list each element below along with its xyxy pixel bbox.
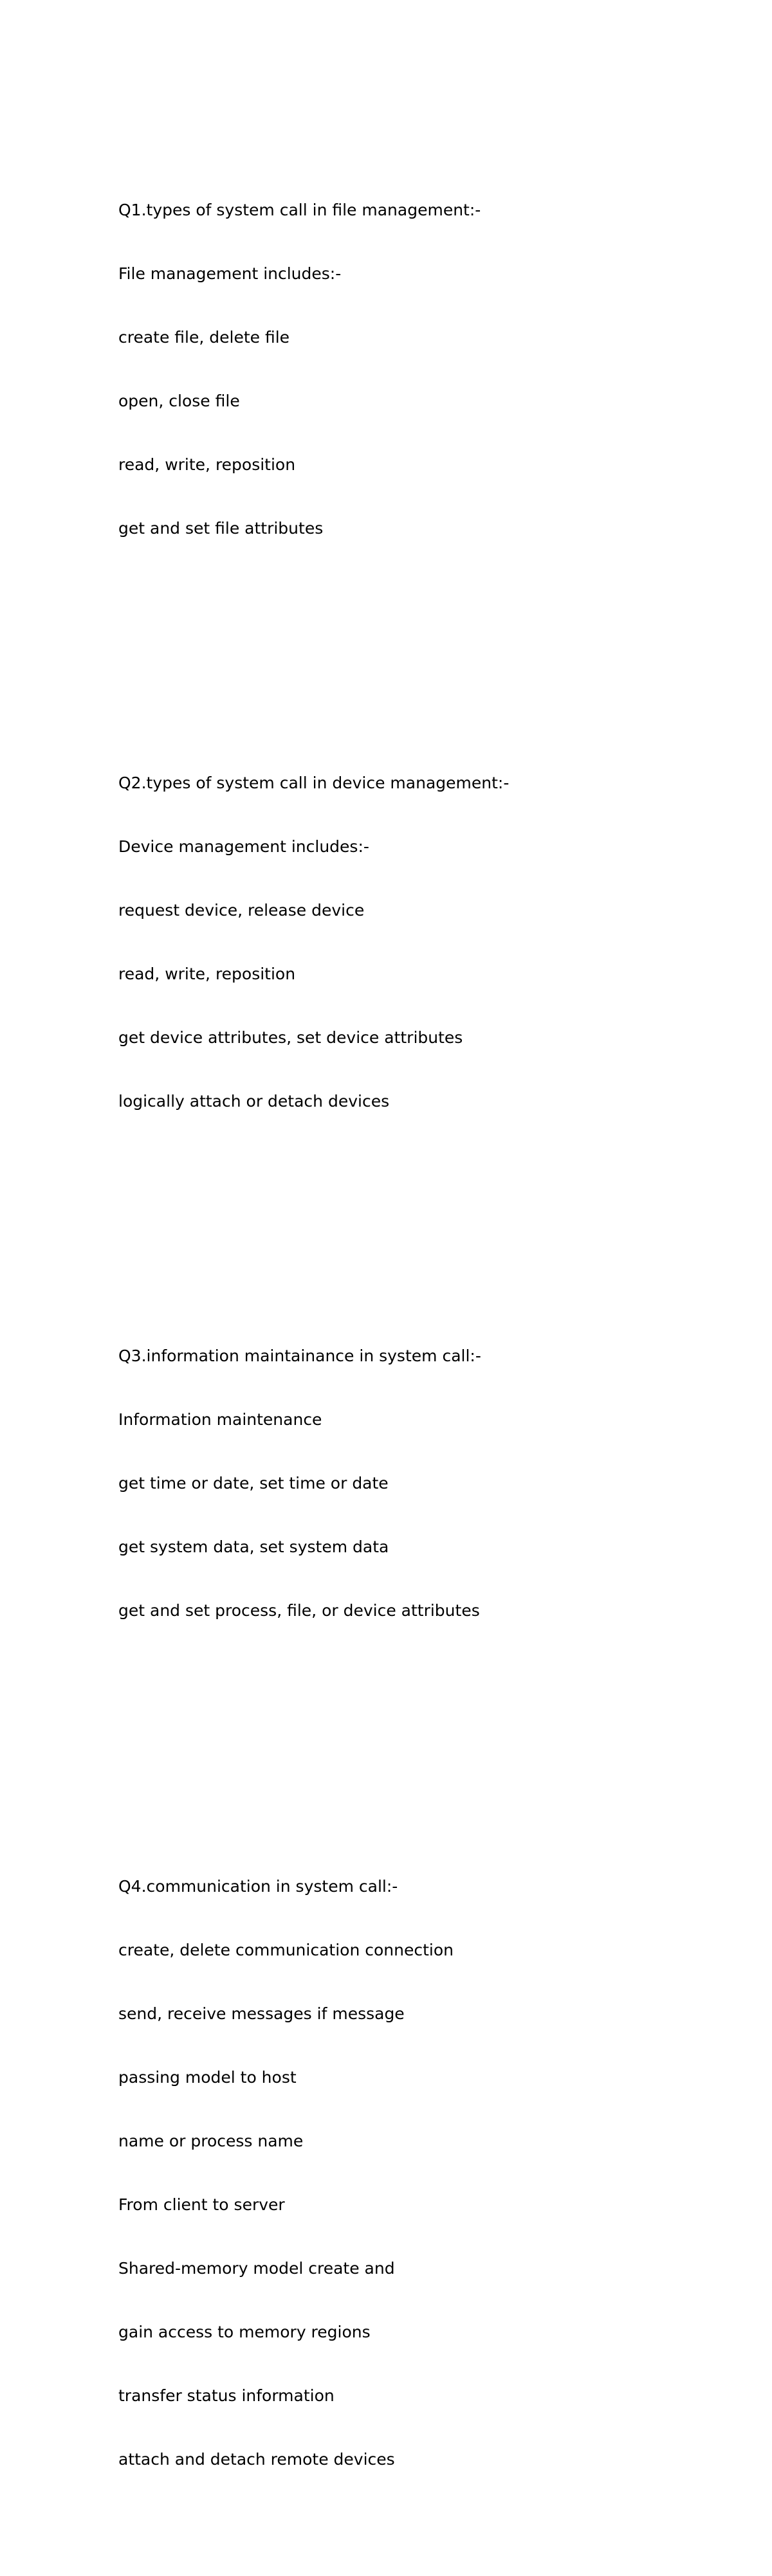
text-line: get and set process, file, or device attributes [118, 1601, 480, 1620]
text-line: get system data, set system data [118, 1537, 389, 1556]
text-line: passing model to host [118, 2068, 297, 2087]
section-q2 [118, 730, 736, 1154]
text-line: request device, release device [118, 901, 365, 920]
section-spacer [118, 1218, 736, 1239]
text-line: logically attach or detach devices [118, 1092, 390, 1111]
text-line: gain access to memory regions [118, 2323, 371, 2341]
text-line: File management includes:- [118, 264, 342, 283]
text-line: get time or date, set time or date [118, 1474, 389, 1492]
text-line: create, delete communication connection [118, 1941, 454, 1959]
text-line: attach and detach remote devices [118, 2450, 395, 2469]
section-heading: Q3.information maintainance in system call:- [118, 1347, 481, 1365]
section-spacer [118, 1727, 736, 1770]
section-q3 [118, 1303, 736, 1664]
text-line: read, write, reposition [118, 455, 296, 474]
section-q1 [118, 157, 736, 581]
text-line: read, write, reposition [118, 965, 296, 983]
section-spacer [118, 645, 736, 666]
section-heading: Q1.types of system call in file management:- [118, 201, 481, 219]
section-q4 [118, 1833, 736, 2512]
text-line: transfer status information [118, 2386, 335, 2405]
document-body [118, 93, 736, 2576]
text-line: get and set file attributes [118, 519, 324, 538]
section-heading: Q2.types of system call in device management:- [118, 774, 510, 792]
text-line: get device attributes, set device attributes [118, 1028, 463, 1047]
text-line: send, receive messages if message [118, 2004, 405, 2023]
section-heading: Q4.communication in system call:- [118, 1877, 398, 1896]
text-line: create file, delete file [118, 328, 290, 347]
text-line: From client to server [118, 2195, 285, 2214]
text-line: Shared-memory model create and [118, 2259, 395, 2278]
text-line: Device management includes:- [118, 837, 369, 856]
text-line: open, close file [118, 392, 240, 410]
text-line: Information maintenance [118, 1410, 322, 1429]
text-line: name or process name [118, 2132, 304, 2150]
